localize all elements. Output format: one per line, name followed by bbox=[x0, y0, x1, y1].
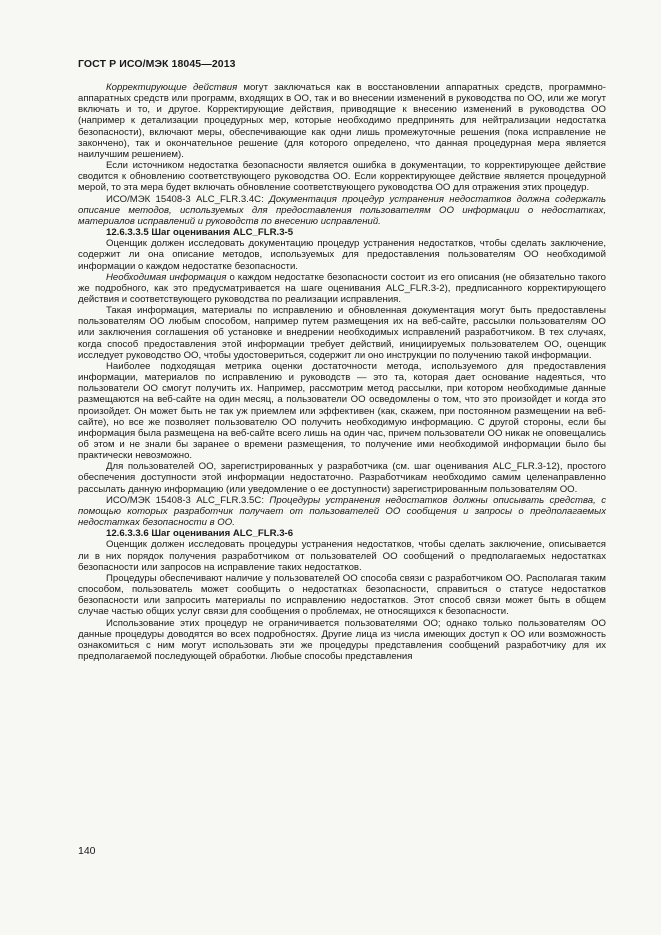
emphasis: Необходимая информация bbox=[106, 271, 227, 283]
paragraph: Необходимая информация о каждом недостатке безопасности состоит из его описания (не обязательно такого же подробного, как это предусматривается на шаге оценивания ALC_FLR.3-2), предписанного корректирующего действия и соответствующего руководства по реализации исправления. bbox=[78, 271, 607, 305]
paragraph: Такая информация, материалы по исправлению и обновленная документация могут быть предоставлены пользователям ОО любым способом, например путем размещения их на веб-сайте, рассылки пользователям ОО или заключения соглашения об установке и внедрении необходимых исправлений разработчиком. В тех случаях, когда способ предоставления этой информации требует действий, инициируемых пользователем ОО, оценщик исследует руководство ОО, чтобы удостовериться, содержит ли оно инструкции по получению такой информации. bbox=[78, 305, 606, 361]
page-body bbox=[78, 82, 606, 662]
standard-reference: ИСО/МЭК 15408-3 ALC_FLR.3.5C: bbox=[106, 494, 270, 506]
emphasis: Документация процедур устранения недостатков должна содержать описание методов, используемых для предоставления пользователям ОО информации о недостатках, материалов исправлений и руководств по внесению исправлений. bbox=[78, 193, 606, 227]
emphasis: Корректирующие действия bbox=[106, 82, 238, 93]
section-heading: 12.6.3.3.5 Шаг оценивания ALC_FLR.3-5 bbox=[106, 227, 294, 239]
paragraph: Оценщик должен исследовать документацию процедур устранения недостатков, чтобы сделать заключение, содержит ли она описание методов, используемых для предоставления пользователям ОО необходимой информации о каждом недостатке безопасности. bbox=[78, 238, 606, 272]
paragraph: Если источником недостатка безопасности является ошибка в документации, то корректирующее действие сводится к обновлению соответствующего руководства ОО. Если корректирующее действие является процедурной мерой, то эта мера будет включать обновление соответствующего руководства ОО для отражения этих процедур. bbox=[78, 160, 606, 194]
paragraph: Оценщик должен исследовать процедуры устранения недостатков, чтобы сделать заключение, описывается ли в них порядок получения разработчиком от пользователей ОО сообщений о предполагаемых недостатках безопасности или запросов на исправление таких недостатков. bbox=[78, 539, 606, 573]
standard-reference: ИСО/МЭК 15408-3 ALC_FLR.3.4C: bbox=[106, 193, 270, 205]
paragraph: Для пользователей ОО, зарегистрированных у разработчика (см. шаг оценивания ALC_FLR.3-12), простого обеспечения доступности этой информации недостаточно. Разработчикам необходимо самим целенаправленно рассылать данную информацию (или уведомление о ее доступности) зарегистрированным пользователям ОО. bbox=[78, 461, 606, 495]
emphasis: Процедуры устранения недостатков должны описывать средства, с помощью которых разработчик получает от пользователей ОО сообщения и запросы о предполагаемых недостатках безопасности в ОО. bbox=[78, 494, 607, 529]
paragraph: Процедуры обеспечивают наличие у пользователей ОО способа связи с разработчиком ОО. Располагая таким способом, пользователь может сообщить о недостатках безопасности, справиться о статусе недостатков безопасности или запросить материалы по исправлению недостатков. Этот способ связи может быть в общем случае частью общих услуг связи для сообщения о проблемах, не относящихся к безопасности. bbox=[78, 572, 606, 618]
paragraph bbox=[78, 194, 606, 227]
paragraph: Использование этих процедур не ограничивается пользователями ОО; однако только пользователям ОО данные процедуры доводятся во всех подробностях. Другие лица из числа имеющих доступ к ОО или возможность ознакомиться с ним могут использовать эти же процедуры представления сообщений разработчику для их предполагаемой последующей обработки. Любые способы представления bbox=[78, 617, 606, 662]
running-header: ГОСТ Р ИСО/МЭК 18045—2013 bbox=[78, 58, 236, 70]
paragraph bbox=[78, 495, 606, 528]
paragraph: Наиболее подходящая метрика оценки достаточности метода, используемого для предоставления информации, материалов по исправлению и руководств — это та, которая дает основание надеяться, что пользователи ОО смогут получить их. Например, рассмотрим метод рассылки, при котором необходимые данные размещаются на веб-сайте на один месяц, а пользователи ОО осведомлены о том, что это произойдет и когда это произойдет. Он может быть не так уж приемлем или эффективен (как, скажем, при постоянном размещении на веб-сайте), но все же позволяет пользователю ОО получить необходимую информацию. С другой стороны, если бы информация была размещена на веб-сайте всего лишь на один час, причем пользователи ОО никак не оповещались об этом и не знали бы заранее о времени размещения, то получение ими необходимой информации было бы практически невозможно. bbox=[78, 360, 606, 462]
page-number: 140 bbox=[78, 845, 96, 857]
section-heading: 12.6.3.3.6 Шаг оценивания ALC_FLR.3-6 bbox=[106, 528, 294, 540]
paragraph: Корректирующие действия могут заключаться как в восстановлении аппаратных средств, программно-аппаратных средств или программ, входящих в ОО, так и во внесении изменений в руководства по ОО, или же могут включать и то, и другое. Корректирующие действия, приводящие к внесению изменений в руководства ОО (например к детализации процедурных мер, которые необходимо предпринять для нейтрализации недостатка безопасности), включают меры, обеспечивающие как одни лишь промежуточные решения (пока исправление не закончено), так и окончательное решение (для которого определено, что данная процедурная мера является наилучшим решением). bbox=[78, 82, 606, 160]
